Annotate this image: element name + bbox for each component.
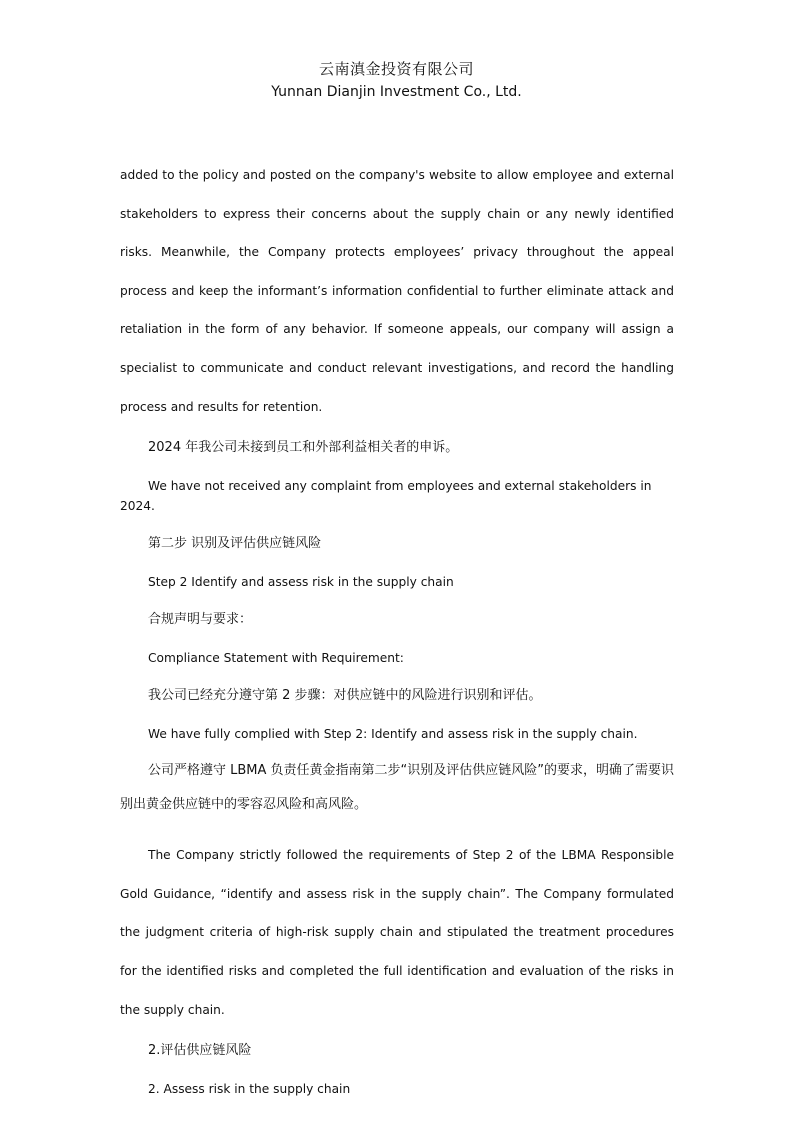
company-name-english: Yunnan Dianjin Investment Co., Ltd. (271, 84, 522, 100)
lbma-requirement-cn: 公司严格遵守 LBMA 负责任黄金指南第二步“识别及评估供应链风险”的要求，明确了需要识别出黄金供应链中的零容忍风险和高风险。 (120, 763, 675, 813)
paragraph-grievance-mechanism: added to the policy and posted on the company's website to allow employee and external stakeholders to express their concerns about the supply chain or any newly identified risks. Meanwhile, the Company protects employees’ privacy throughout the appeal process and keep the informant’s information confidential to further eliminate attack and retaliation in the form of any behavior. If someone appeals, our company will assign a specialist to communicate and conduct relevant investigations, and record the handling process and results for retention. (120, 168, 674, 414)
lbma-requirement-en: The Company strictly followed the requirements of Step 2 of the LBMA Responsible Gold Guidance, “identify and assess risk in the supply chain”. The Company formulated the judgment criteria of high-risk supply chain and stipulated the treatment procedures for the identified risks and completed the full identification and evaluation of the risks in the supply chain. (120, 848, 674, 1017)
paragraph-complaints-en: We have not received any complaint from employees and external stakeholders in 2024. (120, 479, 652, 514)
compliance-heading-cn: 合规声明与要求： (148, 612, 253, 628)
step2-heading-cn: 第二步 识别及评估供应链风险 (148, 536, 322, 552)
paragraph-complaints-cn: 2024 年我公司未接到员工和外部利益相关者的申诉。 (148, 440, 459, 456)
company-name-chinese: 云南滇金投资有限公司 (318, 60, 474, 78)
assess-risk-heading-cn: 2.评估供应链风险 (148, 1043, 252, 1059)
page-header (0, 58, 793, 102)
compliance-statement-cn: 我公司已经充分遵守第 2 步骤：对供应链中的风险进行识别和评估。 (148, 688, 542, 704)
compliance-statement-en: We have fully complied with Step 2: Identify and assess risk in the supply chain. (148, 727, 638, 742)
step2-heading-en: Step 2 Identify and assess risk in the supply chain (148, 575, 454, 590)
document-body (120, 156, 674, 1099)
compliance-heading-en: Compliance Statement with Requirement: (148, 651, 404, 666)
assess-risk-heading-en: 2. Assess risk in the supply chain (148, 1082, 351, 1097)
